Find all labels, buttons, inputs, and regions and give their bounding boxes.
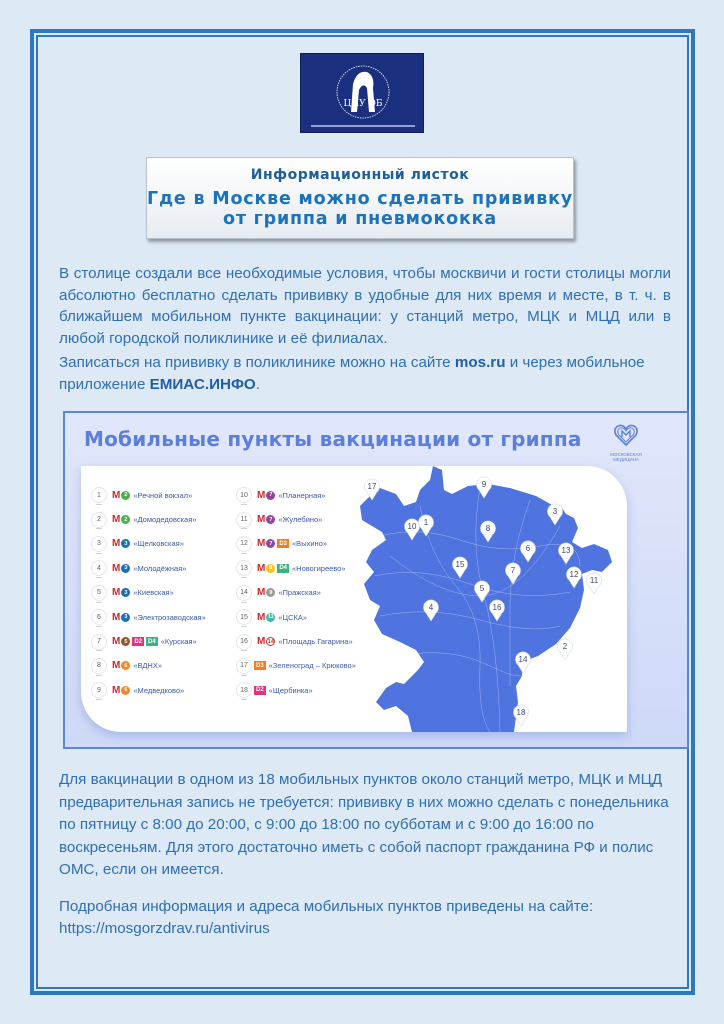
station-number: 4 [91,560,107,576]
metro-line-badge: 9 [266,588,275,597]
station-list-item [236,581,356,605]
station-list-item [91,654,206,678]
station-name: «ВДНХ» [133,661,163,671]
map-pin-number: 5 [479,584,485,593]
station-number: 12 [236,536,252,552]
station-name: «Новогиреево» [292,563,346,573]
logo-emblem-icon [301,54,424,133]
map-pin[interactable] [587,573,602,594]
metro-line-badge: 14 [267,638,274,645]
map-pin-number: 12 [569,570,579,579]
metro-logo-icon: M [112,587,121,599]
map-pin-number: 3 [552,507,558,516]
moscow-map [360,466,627,732]
map-pin-number: 13 [561,546,571,555]
station-name: «Молодёжная» [133,563,187,573]
metro-line-badge: 6 [121,661,130,670]
station-number: 11 [236,512,252,528]
moscow-territory [360,466,612,732]
station-number: 14 [236,585,252,601]
metro-line-badge: 7 [266,515,275,524]
moscow-medicine-logo [609,423,643,462]
station-list-item [236,483,356,507]
station-list-item [91,532,206,556]
map-pin-number: 7 [510,566,516,575]
station-name: «Домодедовская» [133,515,197,525]
station-name: «Медведково» [133,685,185,695]
stations-list-column-1 [91,483,206,703]
station-name: «Щербинка» [268,685,313,695]
metro-logo-icon: M [257,587,266,599]
station-list-item [91,581,206,605]
mos-ru-link[interactable]: mos.ru [454,354,506,371]
organization-logo [300,53,424,133]
metro-logo-icon: M [257,636,266,648]
station-number: 7 [91,634,107,650]
map-pin-number: 11 [589,576,599,585]
metro-logo-icon: M [112,684,121,696]
metro-logo-icon: M [112,514,121,526]
metro-line-badge: 7 [266,539,275,548]
metro-line-badge: 7 [266,491,275,500]
station-list-item [236,605,356,629]
station-number: 16 [236,634,252,650]
metro-logo-icon: M [112,538,121,550]
mcd-line-badge: D4 [148,638,156,645]
mcd-line-badge: D2 [134,638,143,645]
document-type-label: Информационный листок [250,167,470,183]
station-name: «Зеленоград – Крюково» [268,661,356,671]
infographic-title: Мобильные пункты вакцинации от гриппа [84,427,582,451]
intro-paragraph: В столице создали все необходимые условия, чтобы москвичи и гости столицы могли абсолютно бесплатно сделать прививку в удобные для них время и месте, в т. ч. в ближайшем мобильном пункте вакцинации: у станций метро, МЦК и МЦД или в любой городской поликлинике и её филиалах. [59,265,671,347]
page-title-line-2: от гриппа и пневмококка [223,209,497,229]
station-number: 10 [236,487,252,503]
map-pin-number: 9 [481,480,487,489]
station-name: «Планерная» [278,490,326,500]
more-info-text: Подробная информация и адреса мобильных пунктов приведены на сайте: [59,898,594,915]
metro-logo-icon: M [257,611,266,623]
station-number: 9 [91,682,107,698]
map-card [81,466,627,732]
station-list-item [236,556,356,580]
station-number: 18 [236,682,252,698]
stations-list-column-2 [236,483,356,703]
metro-logo-icon: M [112,489,121,501]
metro-line-badge: 8 [266,564,275,573]
metro-logo-icon: M [257,514,266,526]
station-list-item [236,532,356,556]
map-pin-number: 15 [455,560,465,569]
mcd-line-badge: D3 [279,540,288,547]
vaccination-points-infographic [63,411,689,749]
station-list-item [91,605,206,629]
metro-logo-icon: M [257,562,266,574]
page-title [147,189,573,229]
title-box [146,157,574,239]
station-number: 5 [91,585,107,601]
station-number: 15 [236,609,252,625]
station-list-item [91,507,206,531]
metro-line-badge: 3 [121,564,130,573]
station-list-item [236,629,356,653]
map-pin-number: 8 [485,524,491,533]
metro-line-badge: 6 [121,686,130,695]
more-info-paragraph [59,896,671,940]
map-pin-number: 16 [492,603,502,612]
station-number: 17 [236,658,252,674]
station-number: 13 [236,560,252,576]
metro-line-badge: 3 [121,613,130,622]
station-list-item [91,678,206,702]
station-number: 1 [91,487,107,503]
station-number: 3 [91,536,107,552]
map-pin-number: 2 [562,642,568,651]
station-number: 6 [91,609,107,625]
station-list-item [91,556,206,580]
logo-text: ЦПУ ОБ [343,99,383,109]
map-pin-number: 4 [428,603,434,612]
metro-line-badge: 11 [267,614,274,621]
signup-text-start: Записаться на прививку в поликлинике можно на сайте [59,354,455,371]
metro-line-badge: 2 [121,515,130,524]
station-name: «Щелковская» [133,539,184,549]
station-list-item [236,654,356,678]
station-name: «Площадь Гагарина» [278,637,353,647]
map-pin[interactable] [514,705,529,726]
station-name: «Курская» [160,637,197,647]
station-name: «Выхино» [292,539,328,549]
station-name: «Жулебино» [278,515,323,525]
station-list-item [91,483,206,507]
signup-paragraph [59,352,671,395]
station-name: «ЦСКА» [278,612,308,622]
station-name: «Киевская» [133,588,174,598]
station-name: «Электрозаводская» [133,612,206,622]
signup-text-mid: и через мобильное приложение [59,354,645,393]
map-pin-number: 1 [423,518,429,527]
metro-logo-icon: M [112,636,121,648]
metro-logo-icon: M [112,562,121,574]
map-pin-number: 14 [518,655,528,664]
mcd-line-badge: D4 [279,565,288,572]
metro-line-badge: 3 [121,588,130,597]
metro-logo-icon: M [257,538,266,550]
heart-m-icon [613,423,639,447]
map-pin-number: 6 [525,544,531,553]
map-pin-number: 10 [407,522,417,531]
station-name: «Пражская» [278,588,321,598]
schedule-paragraph: Для вакцинации в одном из 18 мобильных пунктов около станций метро, МЦК и МЦД предварительная запись не требуется: прививку в них можно сделать с понедельника по пятницу с 8:00 до 20:00, с 9:00 до 18:00 по субботам и с 9:00 до 16:00 по воскресеньям. Для этого достаточно иметь с собой паспорт гражданина РФ и полис ОМС, если он имеется. [59,771,669,879]
station-list-item [91,629,206,653]
moscow-medicine-logo-text: МОСКОВСКАЯ МЕДИЦИНА [610,452,642,462]
metro-logo-icon: M [112,611,121,623]
metro-logo-icon: M [257,489,266,501]
map-pin-number: 18 [516,708,526,717]
metro-line-badge: 3 [121,539,130,548]
metro-logo-icon: M [112,660,121,672]
station-number: 2 [91,512,107,528]
mcd-line-badge: D3 [256,662,264,669]
signup-text-end: . [255,375,260,393]
mcd-line-badge: D2 [256,687,264,694]
map-pin[interactable] [558,639,573,660]
station-name: «Речной вокзал» [133,490,193,500]
metro-line-badge: 5 [121,637,130,646]
antivirus-link[interactable]: https://mosgorzdrav.ru/antivirus [59,920,270,937]
station-list-item [236,678,356,702]
station-number: 8 [91,658,107,674]
map-pin-number: 17 [367,482,377,491]
metro-line-badge: 2 [121,491,130,500]
emias-app-name: ЕМИАС.ИНФО [149,375,256,393]
station-list-item [236,507,356,531]
page-title-line-1: Где в Москве можно сделать прививку [147,189,573,209]
